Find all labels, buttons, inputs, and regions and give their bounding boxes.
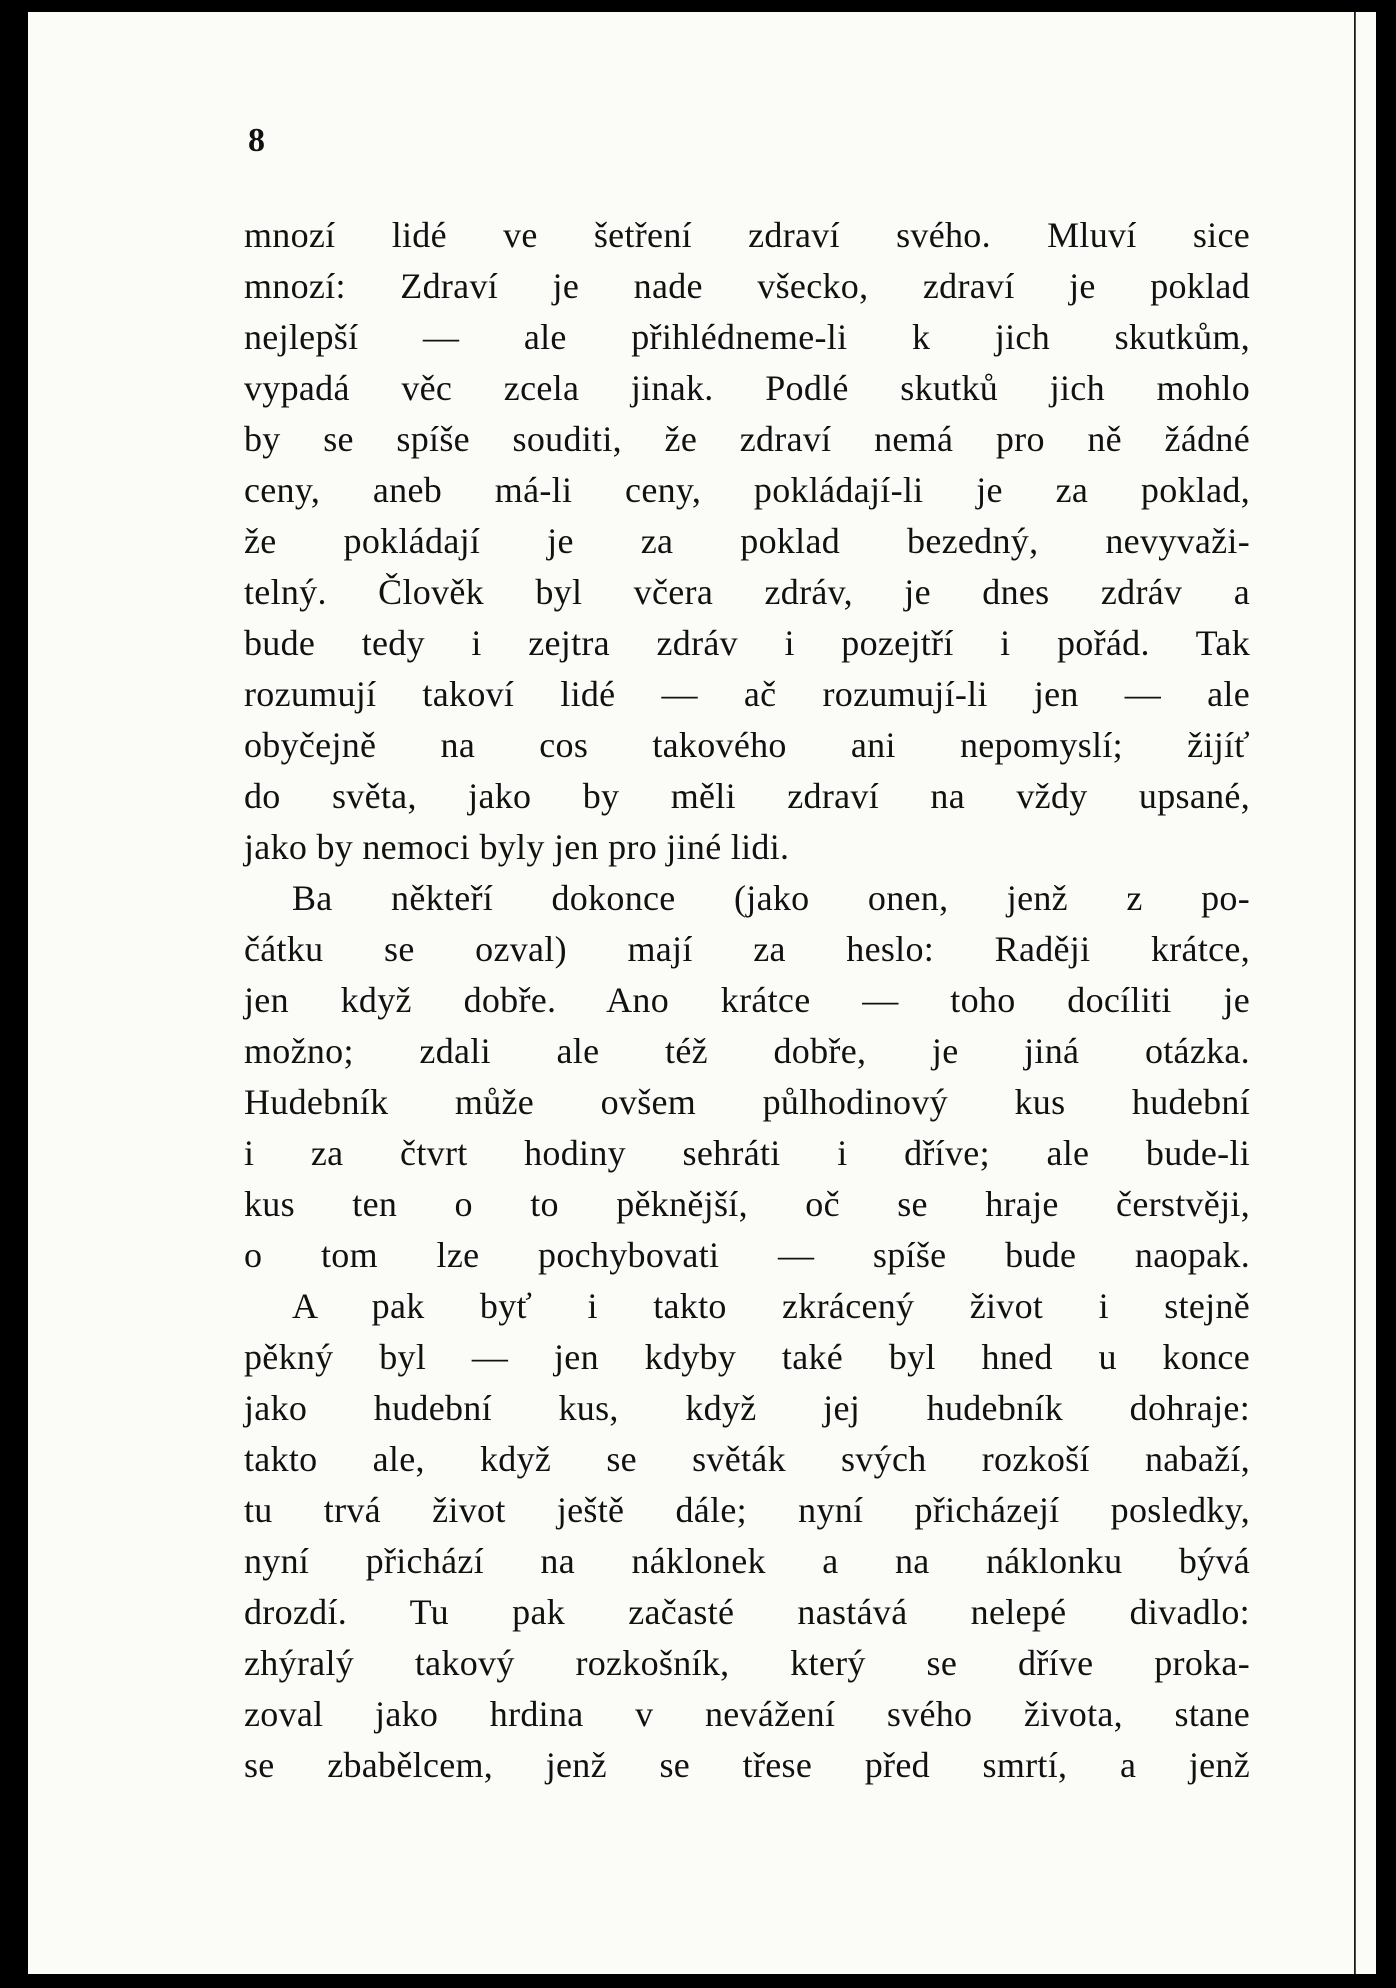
text-line: pěkný byl — jen kdyby také byl hned u konce [244,1337,1250,1377]
text-line: takto ale, když se světák svých rozkoší nabaží, [244,1439,1250,1479]
text-line: do světa, jako by měli zdraví na vždy upsané, [244,776,1250,816]
text-line: nyní přichází na náklonek a na náklonku bývá [244,1541,1250,1581]
text-line: tu trvá život ještě dále; nyní přicházejí posledky, [244,1490,1250,1530]
text-line: Ba někteří dokonce (jako onen, jenž z po- [292,878,1250,918]
text-line: ceny, aneb má-li ceny, pokládají-li je za poklad, [244,470,1250,510]
page-number: 8 [248,122,265,159]
text-line: že pokládají je za poklad bezedný, nevyvaži- [244,521,1250,561]
text-line: A pak byť i takto zkrácený život i stejně [292,1286,1250,1326]
page-edge [1342,12,1376,1974]
text-line: o tom lze pochybovati — spíše bude naopak. [244,1235,1250,1275]
text-line: telný. Člověk byl včera zdráv, je dnes zdráv a [244,572,1250,612]
text-line: rozumují takoví lidé — ač rozumují-li jen — ale [244,674,1250,714]
text-line: by se spíše souditi, že zdraví nemá pro ně žádné [244,419,1250,459]
text-line: i za čtvrt hodiny sehráti i dříve; ale bude-li [244,1133,1250,1173]
text-line: nejlepší — ale přihlédneme-li k jich skutkům, [244,317,1250,357]
text-line: možno; zdali ale též dobře, je jiná otázka. [244,1031,1250,1071]
text-line: zhýralý takový rozkošník, který se dříve proka- [244,1643,1250,1683]
text-line: bude tedy i zejtra zdráv i pozejtří i pořád. Tak [244,623,1250,663]
text-line: drozdí. Tu pak začasté nastává nelepé divadlo: [244,1592,1250,1632]
text-line: Hudebník může ovšem půlhodinový kus hudební [244,1082,1250,1122]
text-line: jako by nemoci byly jen pro jiné lidi. [244,827,790,867]
book-page [28,12,1376,1974]
text-line: zoval jako hrdina v nevážení svého života, stane [244,1694,1250,1734]
text-line: čátku se ozval) mají za heslo: Raději krátce, [244,929,1250,969]
body-text [244,210,1250,1791]
text-line: jen když dobře. Ano krátce — toho docíliti je [244,980,1250,1020]
text-line: jako hudební kus, když jej hudebník dohraje: [244,1388,1250,1428]
text-line: obyčejně na cos takového ani nepomyslí; žijíť [244,725,1250,765]
text-line: mnozí lidé ve šetření zdraví svého. Mluví sice [244,215,1250,255]
text-line: kus ten o to pěknější, oč se hraje čerstvěji, [244,1184,1250,1224]
text-line: vypadá věc zcela jinak. Podlé skutků jich mohlo [244,368,1250,408]
text-line: mnozí: Zdraví je nade všecko, zdraví je poklad [244,266,1250,306]
text-line: se zbabělcem, jenž se třese před smrtí, a jenž [244,1745,1250,1785]
